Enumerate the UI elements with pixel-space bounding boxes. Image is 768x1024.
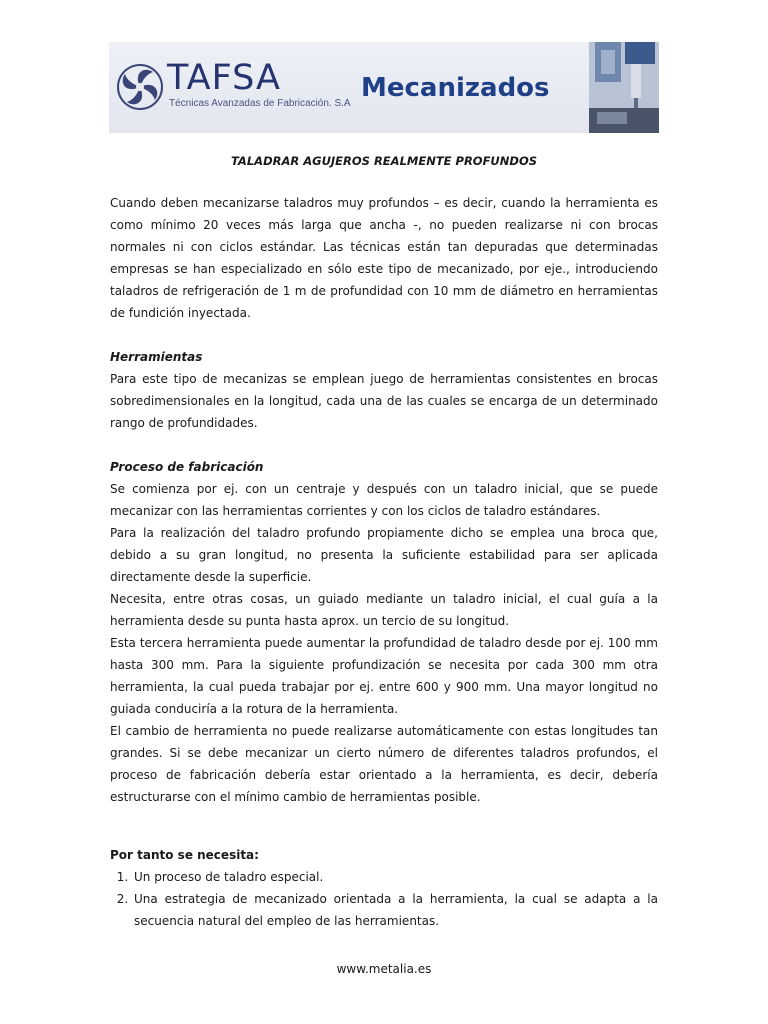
- list-item: 1. Un proceso de taladro especial.: [132, 866, 658, 888]
- brand-tagline: Técnicas Avanzadas de Fabricación. S.A: [169, 98, 351, 109]
- footer-url: www.metalia.es: [336, 962, 432, 976]
- brand-name: TAFSA: [167, 58, 281, 98]
- document-title: TALADRAR AGUJEROS REALMENTE PROFUNDOS: [230, 154, 538, 168]
- requirements-list: [110, 866, 658, 932]
- tafsa-logo-icon: [115, 62, 165, 112]
- tools-heading: Herramientas: [110, 350, 203, 364]
- process-paragraph: El cambio de herramienta no puede realizarse automáticamente con estas longitudes tan grandes. Si se debe mecanizar un cierto número de diferentes taladros profundos, el proceso de fabricación debería estar orientado a la herramienta, es decir, debería estructurarse con el mínimo cambio de herramientas posible.: [110, 724, 658, 804]
- process-heading: Proceso de fabricación: [110, 460, 264, 474]
- machine-tool-icon: [589, 42, 659, 133]
- process-paragraph: Necesita, entre otras cosas, un guiado mediante un taladro inicial, el cual guía a la herramienta desde su punta hasta aprox. un tercio de su longitud.: [110, 592, 658, 628]
- conclusion-heading: Por tanto se necesita:: [110, 848, 259, 862]
- process-paragraph: Se comienza por ej. con un centraje y después con un taladro inicial, que se puede mecanizar con las herramientas corrientes y con los ciclos de taladro estándares.: [110, 482, 658, 518]
- document-body: [110, 150, 658, 932]
- tools-paragraph: Para este tipo de mecanizas se emplean juego de herramientas consistentes en brocas sobredimensionales en la longitud, cada una de las cuales se encarga de un determinado rango de profundidades.: [110, 372, 658, 430]
- banner-title: Mecanizados: [361, 73, 550, 103]
- intro-paragraph: Cuando deben mecanizarse taladros muy profundos – es decir, cuando la herramienta es como mínimo 20 veces más larga que ancha -, no pueden realizarse ni con brocas normales ni con ciclos estándar. Las técnicas están tan depuradas que determinadas empresas se han especializado en sólo este tipo de mecanizado, por eje., introduciendo taladros de refrigeración de 1 m de profundidad con 10 mm de diámetro en herramientas de fundición inyectada.: [110, 196, 658, 320]
- header-banner: [109, 42, 659, 133]
- list-item: 2. Una estrategia de mecanizado orientada a la herramienta, la cual se adapta a la secuencia natural del empleo de las herramientas.: [132, 888, 658, 932]
- process-paragraph: Para la realización del taladro profundo propiamente dicho se emplea una broca que, debido a su gran longitud, no presenta la suficiente estabilidad para ser aplicada directamente desde la superficie.: [110, 526, 658, 584]
- process-paragraph: Esta tercera herramienta puede aumentar la profundidad de taladro desde por ej. 100 mm hasta 300 mm. Para la siguiente profundización se necesita por cada 300 mm otra herramienta, la cual pueda trabajar por ej. entre 600 y 900 mm. Una mayor longitud no guiada conduciría a la rotura de la herramienta.: [110, 636, 658, 716]
